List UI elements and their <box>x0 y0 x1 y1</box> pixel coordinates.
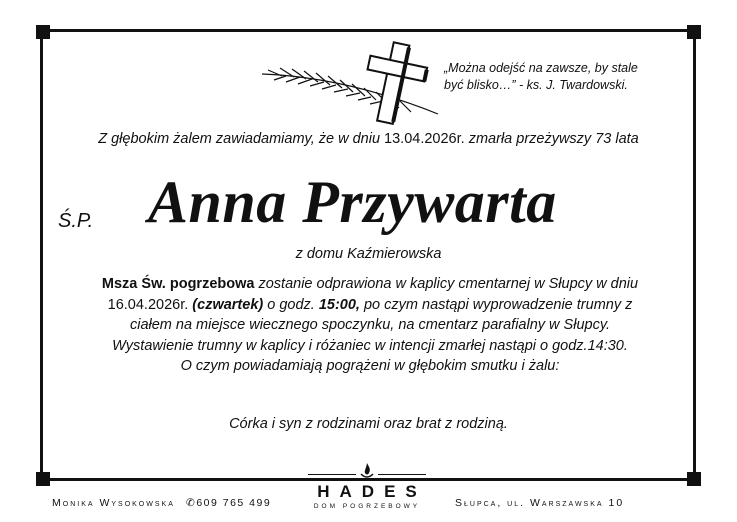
death-date: 13.04.2026r. <box>384 131 465 147</box>
frame-corner-bottom-left <box>36 472 50 486</box>
sp-abbreviation: Ś.P. <box>58 210 94 232</box>
quote-line: być blisko…” - ks. J. Twardowski. <box>444 78 628 92</box>
details-text: o godz. <box>263 296 319 313</box>
funeral-date: 16.04.2026r. <box>107 296 189 313</box>
contact-phone <box>186 497 271 509</box>
funeral-time: 15:00, <box>318 296 360 313</box>
logo-rule <box>308 474 356 475</box>
quote <box>444 60 679 94</box>
funeral-day: (czwartek) <box>192 296 264 313</box>
logo-rule <box>378 474 426 475</box>
phone-icon: ✆ <box>186 497 197 509</box>
contact-name: Monika Wysokowska <box>52 497 175 509</box>
frame-corner-top-left <box>36 25 50 39</box>
announcement-intro <box>0 131 737 147</box>
flame-icon <box>359 462 375 480</box>
maiden-name: z domu Kaźmierowska <box>295 246 442 262</box>
cross-with-palm-icon <box>258 40 443 125</box>
mourners: Córka i syn z rodzinami oraz brat z rodziną. <box>229 416 508 432</box>
company-address: Słupca, ul. Warszawska 10 <box>455 497 625 509</box>
intro-age: zmarła przeżywszy 73 lata <box>464 131 639 147</box>
quote-line: „Można odejść na zawsze, by stale <box>444 61 638 75</box>
details-text: zostanie odprawiona w kaplicy cmentarnej w Słupcy w dniu <box>254 276 639 292</box>
details-line: O czym powiadamiają pogrążeni w głębokim smutku i żalu: <box>180 358 560 374</box>
logo-subtext: DOM POGRZEBOWY <box>313 503 421 510</box>
hades-logo <box>304 460 430 516</box>
details-line: Wystawienie trumny w kaplicy i różaniec w intencji zmarłej nastąpi o godz.14:30. <box>112 337 628 354</box>
details-line <box>52 295 688 316</box>
phone-number: 609 765 499 <box>196 497 272 509</box>
deceased-name: Anna Przywarta <box>148 169 557 235</box>
details-line <box>52 274 688 295</box>
frame-corner-bottom-right <box>687 472 701 486</box>
details-line: ciałem na miejsce wiecznego spoczynku, na cmentarz parafialny w Słupcy. <box>129 317 611 333</box>
details-text: po czym nastąpi wyprowadzenie trumny z <box>359 296 633 313</box>
funeral-details <box>52 274 688 377</box>
frame-corner-top-right <box>687 25 701 39</box>
intro-text: Z głębokim żalem zawiadamiamy, że w dniu <box>98 131 385 147</box>
mass-label: Msza Św. pogrzebowa <box>101 276 255 292</box>
logo-text: HADES <box>317 482 427 501</box>
